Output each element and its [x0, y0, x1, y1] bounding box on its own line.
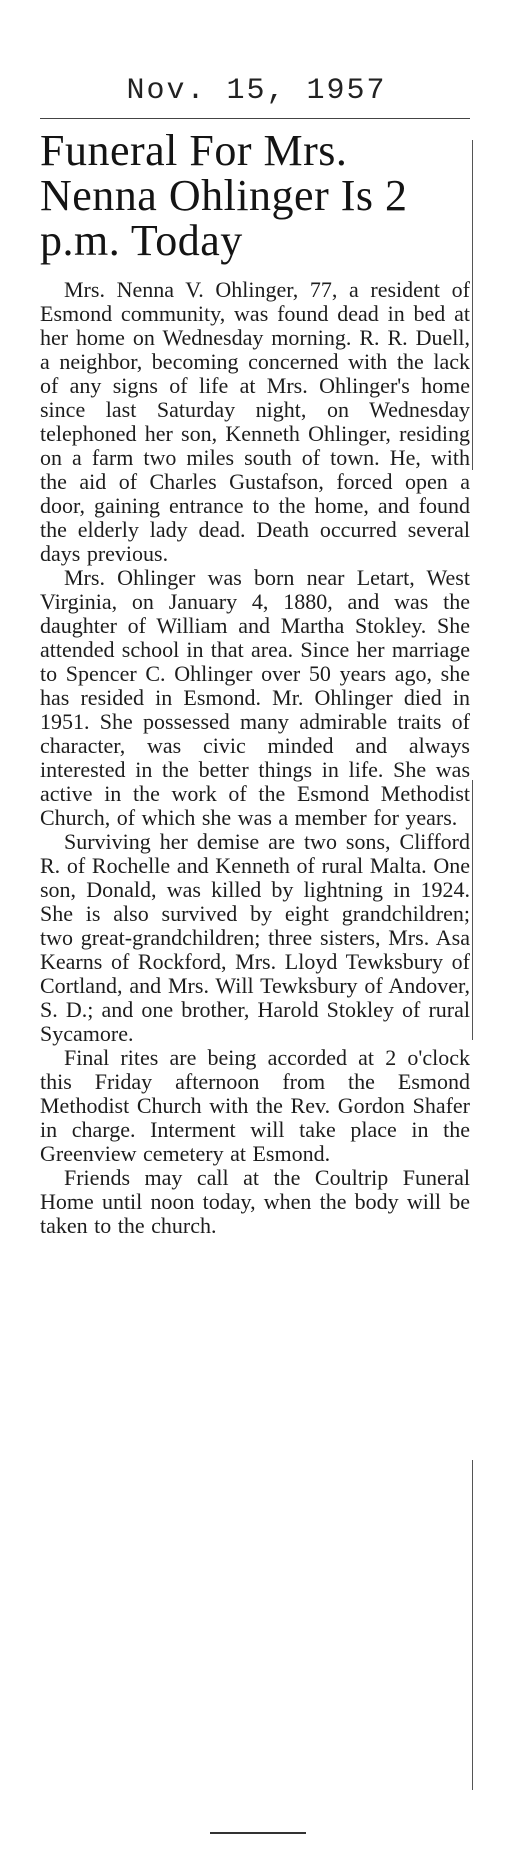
article-paragraph: Mrs. Nenna V. Ohlinger, 77, a resident of Esmond community, was found dead in bed at her home on Wednesday morning. R. R. Duell, a neighbor, becoming concerned with the lack of any signs of life at Mrs. Ohlinger's home since last Saturday night, on Wednesday telephoned her son, Kenneth Ohlinger, residing on a farm two miles south of town. He, with the aid of Charles Gustafson, forced open a door, gaining entrance to the home, and found the elderly lady dead. Death occurred several days previous. [40, 277, 470, 566]
column-edge-line [472, 1460, 473, 1790]
article-headline: Funeral For Mrs. Nenna Ohlinger Is 2 p.m. Today [40, 126, 408, 265]
article-body [40, 278, 470, 1238]
article-paragraph: Mrs. Ohlinger was born near Letart, West Virginia, on January 4, 1880, and was the daughter of William and Martha Stokley. She attended school in that area. Since her marriage to Spencer C. Ohlinger over 50 years ago, she has resided in Esmond. Mr. Ohlinger died in 1951. She possessed many admirable traits of character, was civic minded and always interested in the better things in life. She was active in the work of the Esmond Methodist Church, of which she was a member for years. [40, 565, 470, 830]
date-divider [40, 118, 470, 119]
column-edge-line [472, 780, 473, 1040]
column-edge-line [472, 140, 473, 470]
article-paragraph: Final rites are being accorded at 2 o'clock this Friday afternoon from the Esmond Methodist Church with the Rev. Gordon Shafer in charge. Interment will take place in the Greenview cemetery at Esmond. [40, 1045, 470, 1166]
article-paragraph: Friends may call at the Coultrip Funeral Home until noon today, when the body will be taken to the church. [40, 1165, 470, 1238]
publication-date: Nov. 15, 1957 [126, 74, 387, 108]
article-paragraph: Surviving her demise are two sons, Clifford R. of Rochelle and Kenneth of rural Malta. One son, Donald, was killed by lightning in 1924. She is also survived by eight grandchildren; two great-grandchildren; three sisters, Mrs. Asa Kearns of Rockford, Mrs. Lloyd Tewksbury of Cortland, and Mrs. Will Tewksbury of Andover, S. D.; and one brother, Harold Stokley of rural Sycamore. [40, 829, 470, 1046]
end-rule [210, 1832, 306, 1834]
